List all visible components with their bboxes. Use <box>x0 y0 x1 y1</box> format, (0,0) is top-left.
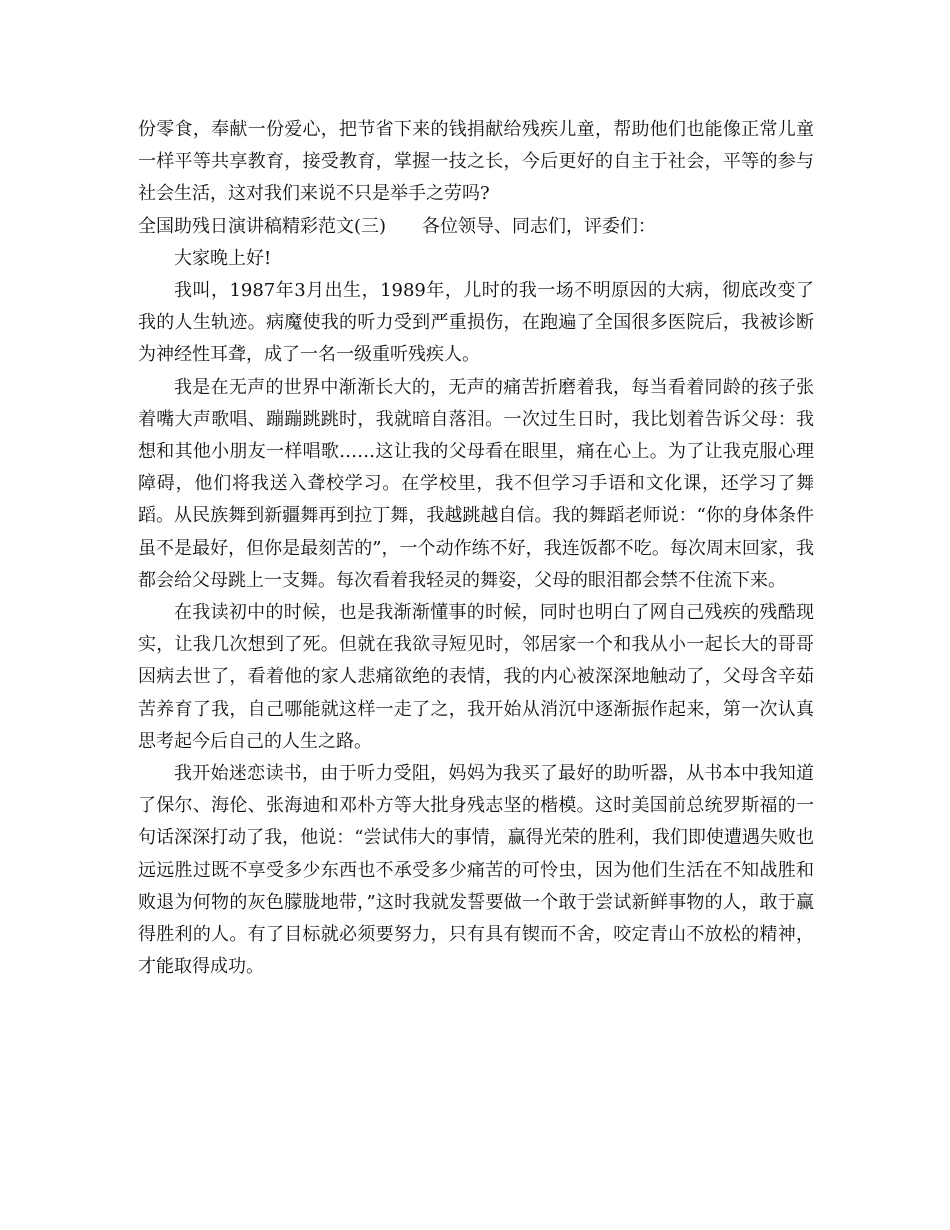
body-paragraph-4: 我开始迷恋读书，由于听力受阻，妈妈为我买了最好的助听器，从书本中我知道了保尔、海伦、张海迪和邓朴方等大批身残志坚的楷模。这时美国前总统罗斯福的一句话深深打动了我，他说：“尝试伟大的事情，赢得光荣的胜利，我们即使遭遇失败也远远胜过既不享受多少东西也不承受多少痛苦的可怜虫，因为他们生活在不知战胜和败退为何物的灰色朦胧地带，”这时我就发誓要做一个敢于尝试新鲜事物的人，敢于赢得胜利的人。有了目标就必须要努力，只有具有锲而不舍，咬定青山不放松的精神，才能取得成功。 <box>138 763 814 978</box>
body-paragraph-3: 在我读初中的时候，也是我渐渐懂事的时候，同时也明白了网自己残疾的残酷现实，让我几次想到了死。但就在我欲寻短见时，邻居家一个和我从小一起长大的哥哥因病去世了，看着他的家人悲痛欲绝的表情，我的内心被深深地触动了，父母含辛茹苦养育了我，自己哪能就这样一走了之，我开始从消沉中逐渐振作起来，第一次认真思考起今后自己的人生之路。 <box>138 602 814 752</box>
document-page <box>138 114 814 983</box>
body-paragraph-1: 我叫，1987年3月出生，1989年，儿时的我一场不明原因的大病，彻底改变了我的人生轨迹。病魔使我的听力受到严重损伤，在跑遍了全国很多医院后，我被诊断为神经性耳聋，成了一名一级重听残疾人。 <box>138 280 814 366</box>
title-line <box>138 211 814 243</box>
salutation: 各位领导、同志们，评委们： <box>422 215 657 237</box>
body-paragraph-2: 我是在无声的世界中渐渐长大的，无声的痛苦折磨着我，每当看着同龄的孩子张着嘴大声歌唱、蹦蹦跳跳时，我就暗自落泪。一次过生日时，我比划着告诉父母：我想和其他小朋友一样唱歌……这让我的父母看在眼里，痛在心上。为了让我克服心理障碍，他们将我送入聋校学习。在学校里，我不但学习手语和文化课，还学习了舞蹈。从民族舞到新疆舞再到拉丁舞，我越跳越自信。我的舞蹈老师说：“你的身体条件虽不是最好，但你是最刻苦的”，一个动作练不好，我连饭都不吃。每次周末回家，我都会给父母跳上一支舞。每次看着我轻灵的舞姿，父母的眼泪都会禁不住流下来。 <box>138 376 814 591</box>
speech-title: 全国助残日演讲稿精彩范文(三) <box>138 215 387 237</box>
continuation-paragraph: 份零食，奉献一份爱心，把节省下来的钱捐献给残疾儿童，帮助他们也能像正常儿童一样平等共享教育，接受教育，掌握一技之长，今后更好的自主于社会，平等的参与社会生活，这对我们来说不只是举手之劳吗? <box>138 119 814 205</box>
greeting: 大家晚上好! <box>174 247 272 269</box>
